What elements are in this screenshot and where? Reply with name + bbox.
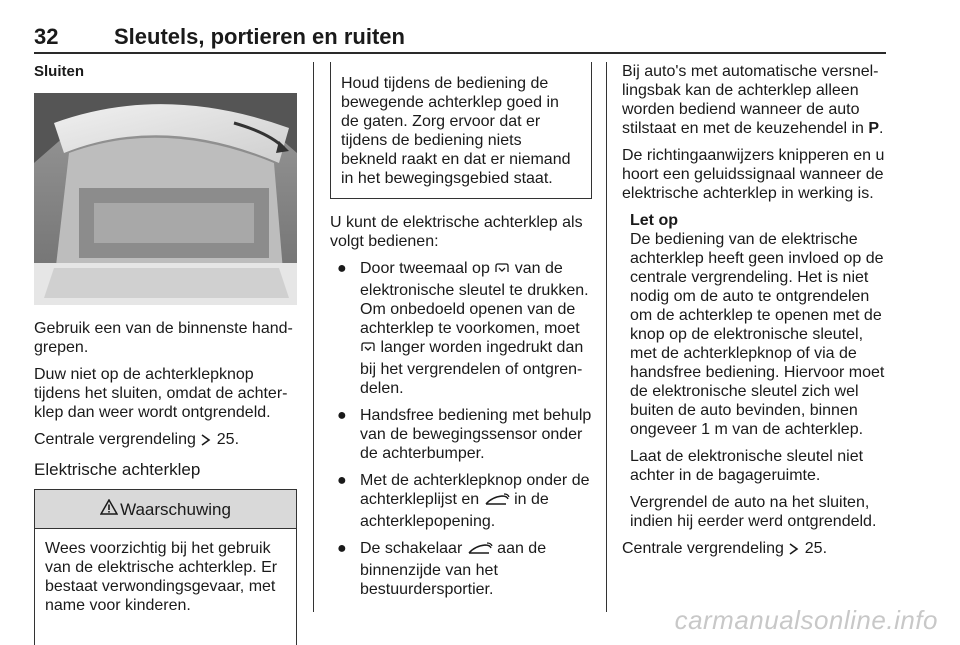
tailgate-key-icon — [494, 262, 510, 281]
cross-reference: Centrale vergrendeling 25. — [622, 539, 887, 561]
list-item: ● Door tweemaal op van de elektronische sleutel te drukken. Om onbedoeld openen van de achterklep te voorkomen, moet langer worden ingedrukt dan bij het vergrendelen of ontgrendelen. — [337, 260, 589, 397]
paragraph: De richtingaanwijzers knipperen en u hoort een geluidssignaal wanneer de elektrische achterklep in werking is. — [622, 147, 885, 202]
paragraph: Bij auto's met automatische versnellingsbak kan de achterklep alleen worden bediend wanneer de auto stilstaat en met de keuzehendel in P. — [622, 63, 884, 137]
bullet-list — [330, 259, 592, 599]
note-text: De bediening van de elektrische achterklep heeft geen invloed op de centrale vergrendeling. Het is niet nodig om de auto te ontgrendelen om de achterklep te openen met de knop op de elektronische sleutel, met de achterklepknop of via de handsfree bediening. Hiervoor moet de elektronische sleutel zich wel buiten de auto bevinden, binnen ongeveer 1 m van de achterklep. — [630, 231, 885, 438]
page-reference-arrow-icon — [788, 542, 800, 561]
warning-header — [35, 490, 296, 529]
tailgate-car-icon — [484, 493, 510, 512]
column-middle — [330, 62, 592, 607]
tailgate-photo — [34, 93, 297, 305]
column-right — [622, 62, 887, 569]
warning-triangle-icon — [100, 499, 118, 520]
column-divider — [313, 62, 314, 612]
caution-box: Houd tijdens de bediening de bewegende achterklep goed in de gaten. Zorg ervoor dat er tijdens de bediening niets bekneld raakt en dat er niemand in het bewegingsgebied staat. — [330, 62, 592, 199]
watermark: carmanualsonline.info — [674, 605, 938, 635]
list-item: ● Handsfree bediening met behulp van de bewegingssensor onder de achterbumper. — [337, 407, 592, 462]
note-block — [622, 211, 887, 531]
list-item: ● De schakelaar aan de binnenzijde van het bestuurdersportier. — [337, 540, 547, 598]
note-label: Let op — [630, 212, 678, 229]
page-header — [34, 22, 886, 54]
section-label: Sluiten — [34, 63, 85, 80]
column-left — [34, 62, 297, 645]
chapter-title: Sleutels, portieren en ruiten — [114, 24, 405, 49]
paragraph: Gebruik een van de binnenste handgrepen. — [34, 320, 293, 356]
page-reference-arrow-icon — [200, 433, 212, 452]
list-item: ● Met de achterklepknop onder de achterkleplijst en in de achterklepopening. — [337, 472, 590, 530]
page-number: 32 — [34, 24, 59, 49]
tailgate-key-icon — [360, 341, 376, 360]
paragraph: U kunt de elektrische achterklep als volgt bedienen: — [330, 214, 583, 250]
note-text: Vergrendel de auto na het sluiten, indien hij eerder werd ontgrendeld. — [630, 494, 877, 530]
warning-title: Waarschuwing — [120, 499, 231, 519]
tailgate-car-icon — [467, 542, 493, 561]
note-text: Laat de elektronische sleutel niet achter in de bagageruimte. — [630, 448, 864, 484]
column-divider — [606, 62, 607, 612]
warning-box — [34, 489, 297, 645]
section-heading: Elektrische achterklep — [34, 460, 201, 479]
warning-text: Wees voorzichtig bij het gebruik van de elektrische achterklep. Er bestaat verwondingsgevaar, met name voor kinderen. — [45, 540, 278, 614]
cross-reference: Centrale vergrendeling 25. — [34, 430, 297, 452]
paragraph: Duw niet op de achterklepknop tijdens het sluiten, omdat de achterklep dan weer wordt ontgrendeld. — [34, 366, 288, 421]
